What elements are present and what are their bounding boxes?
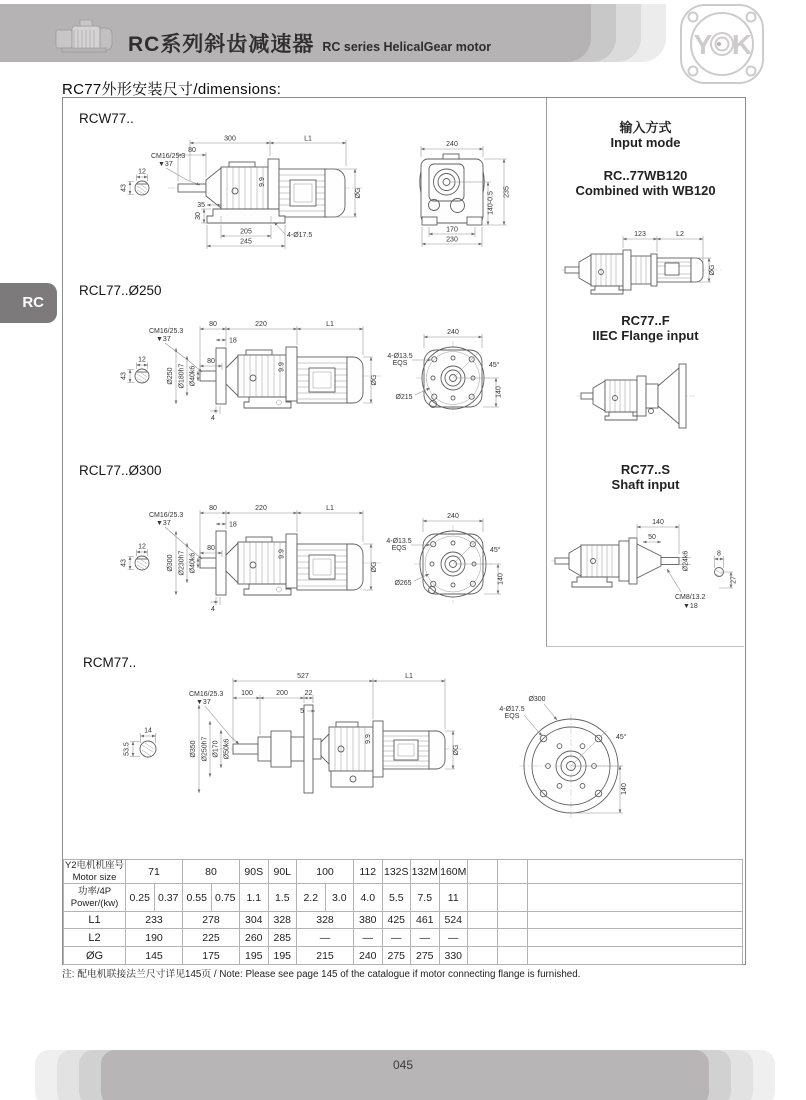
table-row-motor-size [64, 860, 743, 884]
table-cell: 175 [183, 947, 240, 965]
rcm77-drawing [63, 641, 744, 859]
table-cell: 90L [268, 860, 297, 884]
section-label: RCM77.. [83, 655, 137, 670]
dim: 12 [138, 168, 146, 176]
table-cell: 260 [240, 929, 269, 947]
wb120-name: RC..77WB120 [603, 168, 688, 183]
dim: 200 [276, 690, 288, 697]
table-cell-empty [528, 860, 743, 884]
dim: Ø24k6 [682, 550, 690, 572]
dim: 80 [209, 505, 217, 512]
header-title-cn: RC系列斜齿减速器 [128, 33, 315, 56]
dim: ØG [371, 561, 378, 573]
input-mode-title-cn: 输入方式 [619, 120, 672, 135]
table-cell-empty [498, 884, 528, 912]
table-cell: 304 [240, 912, 269, 929]
dim: Ø215 [395, 394, 413, 401]
row-header-motor-size [64, 860, 126, 884]
dim: 27 [730, 576, 738, 584]
footnote: 注: 配电机联接法兰尺寸详见145页 / Note: Please see page 145 of the catalogue if motor connecting flange is furnished. [62, 969, 581, 980]
dim: 170 [446, 226, 458, 234]
flange-input-side-view [577, 364, 695, 428]
dim: Ø265 [394, 580, 412, 587]
wb120-drawing [557, 210, 737, 305]
table-cell: 0.55 [183, 884, 212, 912]
rcw77-key-section [121, 169, 150, 196]
dim: 80 [207, 545, 215, 552]
gearmotor-photo [52, 16, 114, 62]
table-row-power [64, 884, 743, 912]
dim: 140 [652, 519, 664, 526]
table-cell: — [382, 929, 411, 947]
dim: 45° [490, 547, 501, 554]
dim: ØG [709, 264, 716, 276]
dim: ØG [453, 744, 460, 756]
dim: 18 [229, 521, 237, 529]
table-cell-empty [498, 947, 528, 965]
table-cell-empty [468, 860, 498, 884]
dim: 220 [255, 321, 267, 328]
dim: 43 [120, 184, 128, 192]
rcl250-key-section [121, 357, 150, 384]
dim: Ø300 [167, 554, 174, 572]
table-cell: — [411, 929, 440, 947]
shaft-input-name: RC77..S [620, 462, 671, 477]
table-cell: — [439, 929, 468, 947]
dim: Ø300 [528, 696, 546, 703]
rcl300-flange-view [386, 513, 504, 603]
flange-input-drawing [575, 350, 715, 445]
dim: 4 [211, 415, 215, 422]
dim: 43 [120, 559, 128, 567]
rcl300-side-view [188, 531, 381, 595]
section-label: RCW77.. [79, 111, 134, 126]
table-cell: 160M [439, 860, 468, 884]
dim: L1 [304, 135, 312, 143]
flange-input-name: RC77..F [621, 313, 670, 328]
dim: Ø50k6 [223, 738, 231, 760]
dim: 205 [240, 228, 252, 236]
dim: Ø350 [190, 740, 197, 758]
dim: ▼37 [158, 161, 173, 168]
shaft-input-drawing [547, 496, 744, 643]
table-cell: 328 [297, 912, 354, 929]
table-cell: 275 [411, 947, 440, 965]
table-cell-empty [468, 912, 498, 929]
dim: EQS [504, 713, 520, 720]
table-cell: 461 [411, 912, 440, 929]
dim: 4 [211, 606, 215, 613]
dim: ▼37 [156, 336, 171, 343]
input-mode-panel [546, 98, 744, 647]
dim: L1 [326, 505, 334, 512]
dim: 12 [138, 543, 146, 551]
table-cell: 380 [354, 912, 383, 929]
dim: 9.9 [259, 177, 266, 187]
row-header-en: Power/(kw) [70, 897, 119, 909]
row-header-cn: 功率/4P [77, 886, 112, 898]
table-cell: 215 [297, 947, 354, 965]
table-cell: 524 [439, 912, 468, 929]
dim: 4-Ø13.5 [386, 538, 412, 545]
dim: 45° [616, 734, 627, 741]
dim: 8 [717, 550, 721, 558]
side-tab-rc: RC [0, 283, 57, 323]
table-cell: 328 [268, 912, 297, 929]
table-cell: 5.5 [382, 884, 411, 912]
dim: 80 [207, 358, 215, 365]
table-cell: 425 [382, 912, 411, 929]
table-cell: 330 [439, 947, 468, 965]
table-cell: 145 [126, 947, 183, 965]
table-cell: 0.37 [154, 884, 183, 912]
dim: 30 [195, 212, 202, 220]
dim: EQS [391, 545, 407, 552]
rcw77-drawing [63, 101, 546, 271]
dim: 235 [503, 186, 511, 198]
dim: 140 [497, 573, 505, 585]
table-cell-empty [498, 912, 528, 929]
section-label: RCL77..Ø250 [79, 283, 162, 298]
dim: 22 [304, 690, 313, 697]
row-header-og: ØG [64, 947, 126, 965]
dim: ØG [355, 187, 362, 199]
dim: 45° [489, 362, 500, 369]
dim: Ø40k6 [189, 365, 197, 387]
dim: 240 [447, 329, 459, 336]
dim: 80 [209, 321, 217, 328]
header-title [128, 28, 491, 58]
table-cell: 233 [126, 912, 183, 929]
rcl250-drawing [63, 271, 546, 451]
table-cell: 7.5 [411, 884, 440, 912]
table-cell: 285 [268, 929, 297, 947]
rcl250-flange-view [387, 329, 502, 415]
dim: Ø250h7 [201, 736, 209, 762]
dim: ØG [371, 374, 378, 386]
table-cell-empty [498, 860, 528, 884]
table-cell: 4.0 [354, 884, 383, 912]
dim: CM16/25.3 [149, 512, 184, 519]
dim: 300 [224, 135, 236, 143]
dimension-table [63, 859, 743, 965]
wb120-side-view [561, 250, 723, 294]
dim: 220 [255, 505, 267, 512]
table-cell: 132S [382, 860, 411, 884]
dim: 9.9 [365, 734, 372, 744]
table-cell: 195 [268, 947, 297, 965]
dim: 80 [188, 147, 196, 154]
logo-hub-dot [717, 42, 721, 46]
table-cell-empty [498, 929, 528, 947]
dim: CM16/25.3 [151, 153, 186, 160]
rcm77-flange-view [499, 696, 628, 818]
dim: 9.9 [278, 362, 286, 372]
dim: 123 [634, 231, 646, 238]
rcm77-side-view [218, 705, 463, 793]
dim: CM16/25.3 [189, 691, 224, 698]
table-row-l2 [64, 929, 743, 947]
dim: CM16/25.3 [149, 328, 184, 335]
dim: L2 [676, 231, 684, 238]
row-header-cn: Y2电机机座号 [64, 860, 125, 872]
shaft-input-title [547, 462, 744, 492]
dim: 5 [300, 708, 304, 715]
dim: 4-Ø13.5 [387, 353, 413, 360]
rcm77-key-section [124, 728, 157, 759]
dim: 50 [648, 534, 656, 541]
table-cell: 190 [126, 929, 183, 947]
table-cell: 2.2 [297, 884, 326, 912]
row-header-l2: L2 [64, 929, 126, 947]
table-cell-empty [528, 929, 743, 947]
logo-letter-k: K [731, 29, 753, 60]
header-title-en: RC series HelicalGear motor [322, 40, 492, 54]
table-cell: 0.75 [211, 884, 240, 912]
yk-logo [672, 2, 772, 88]
dim: L1 [405, 673, 413, 680]
dim: 100 [241, 690, 253, 697]
dim: Ø230h7 [178, 550, 186, 576]
dim: Ø180h7 [178, 363, 186, 389]
table-cell: 3.0 [325, 884, 354, 912]
table-cell: 0.25 [126, 884, 155, 912]
table-row-og [64, 947, 743, 965]
table-cell: 11 [439, 884, 468, 912]
table-cell: 278 [183, 912, 240, 929]
dim: 245 [240, 238, 252, 246]
dim: 140 [495, 386, 503, 398]
dim: 240 [447, 513, 459, 520]
page-number: 045 [392, 1058, 414, 1072]
table-cell: 80 [183, 860, 240, 884]
table-cell: 112 [354, 860, 383, 884]
dim: 53.5 [123, 742, 131, 756]
dim: 35 [197, 202, 205, 209]
table-cell-empty [468, 947, 498, 965]
logo-letter-y: Y [693, 29, 713, 60]
dim: ▼37 [196, 699, 211, 706]
table-cell: 275 [382, 947, 411, 965]
dim: 43 [120, 372, 128, 380]
dimensions-box [62, 97, 746, 965]
dim: L1 [326, 321, 334, 328]
dim: ▼18 [683, 603, 698, 610]
table-row-l1 [64, 912, 743, 929]
rcl300-drawing [63, 451, 546, 641]
shaft-input-side-view [551, 538, 687, 587]
row-header-l1: L1 [64, 912, 126, 929]
table-cell: 240 [354, 947, 383, 965]
dim: EQS [392, 360, 408, 367]
table-cell-empty [528, 884, 743, 912]
dim: 4-Ø17.5 [499, 706, 525, 713]
row-header-en: Motor size [72, 871, 117, 883]
input-mode-title-en: Input mode [610, 135, 681, 150]
dim: 140-0.5 [487, 191, 495, 215]
dim: Ø170 [212, 740, 220, 758]
wb120-title [547, 168, 744, 198]
table-cell: 132M [411, 860, 440, 884]
table-cell: 71 [126, 860, 183, 884]
table-cell: — [354, 929, 383, 947]
table-cell-empty [528, 947, 743, 965]
dim: 240 [446, 141, 458, 148]
dim: 527 [297, 673, 309, 680]
dim: 140 [621, 783, 628, 795]
dim: 230 [446, 236, 458, 244]
flange-input-title [547, 313, 744, 343]
dim: 4-Ø17.5 [287, 232, 313, 239]
table-cell: 90S [240, 860, 269, 884]
wb120-desc: Combined with WB120 [575, 183, 716, 198]
dim: ▼37 [156, 520, 171, 527]
rcw77-end-view [420, 141, 511, 247]
table-cell: 225 [183, 929, 240, 947]
input-mode-title [547, 120, 744, 150]
rcl250-side-view [188, 347, 381, 408]
dim: CM8/13.2 [675, 594, 706, 601]
rcl300-key-section [121, 544, 150, 571]
dim: 12 [138, 356, 146, 364]
table-cell-empty [468, 929, 498, 947]
section-label: RCL77..Ø300 [79, 463, 162, 478]
flange-input-desc: IIEC Flange input [592, 328, 699, 343]
table-cell: — [297, 929, 354, 947]
page-title: RC77外形安装尺寸/dimensions: [62, 81, 282, 98]
table-cell: 1.5 [268, 884, 297, 912]
table-cell-empty [528, 912, 743, 929]
dim: 18 [229, 337, 237, 345]
shaft-input-desc: Shaft input [611, 477, 680, 492]
table-cell: 100 [297, 860, 354, 884]
row-header-power [64, 884, 126, 912]
table-cell: 195 [240, 947, 269, 965]
table-cell-empty [468, 884, 498, 912]
dim: 14 [144, 727, 152, 735]
dim: Ø40k6 [189, 552, 197, 574]
dim: 9.9 [278, 549, 286, 559]
dim: Ø250 [167, 367, 174, 385]
table-cell: 1.1 [240, 884, 269, 912]
